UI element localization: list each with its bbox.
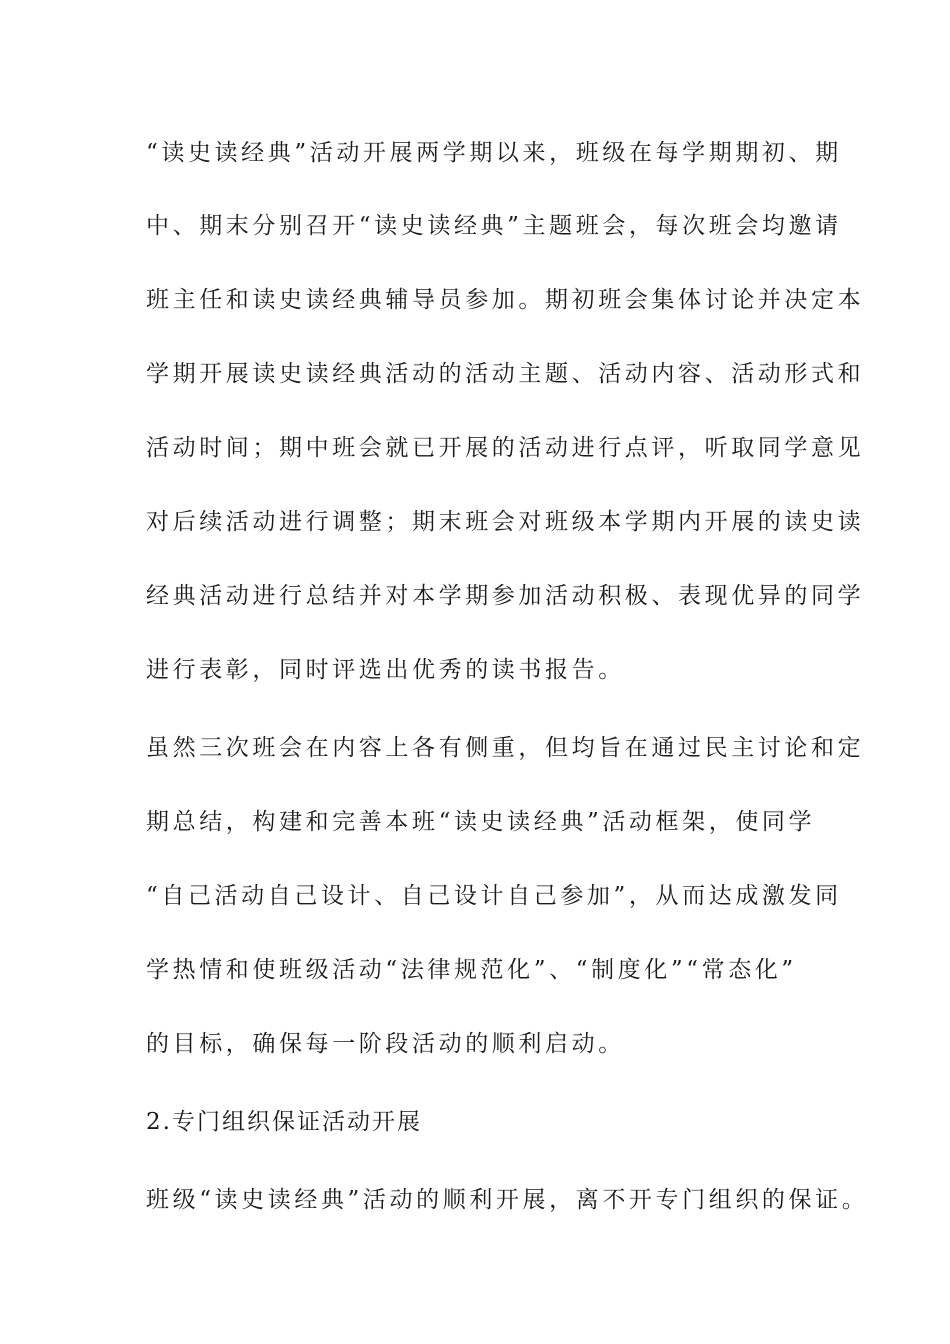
paragraph-line: 期总结，构建和完善本班“读史读经典”活动框架，使同学 bbox=[146, 809, 816, 835]
paragraph-line: 经典活动进行总结并对本学期参加活动积极、表现优异的同学 bbox=[146, 583, 865, 609]
paragraph-line: 中、期末分别召开“读史读经典”主题班会，每次班会均邀请 bbox=[146, 213, 842, 239]
paragraph-line: 班主任和读史读经典辅导员参加。期初班会集体讨论并决定本 bbox=[146, 287, 865, 313]
paragraph-line: 活动时间；期中班会就已开展的活动进行点评，听取同学意见 bbox=[146, 435, 865, 461]
section-heading: 2.专门组织保证活动开展 bbox=[146, 1109, 422, 1135]
paragraph-line: 对后续活动进行调整；期末班会对班级本学期内开展的读史读 bbox=[146, 509, 865, 535]
paragraph-line: 学热情和使班级活动“法律规范化”、“制度化”“常态化” bbox=[146, 957, 797, 983]
paragraph-line: 的目标，确保每一阶段活动的顺利启动。 bbox=[146, 1031, 625, 1057]
paragraph-line: “自己活动自己设计、自己设计自己参加”，从而达成激发同 bbox=[146, 883, 842, 909]
paragraph-line: 班级“读史读经典”活动的顺利开展，离不开专门组织的保证。 bbox=[146, 1187, 869, 1213]
paragraph-line: 虽然三次班会在内容上各有侧重，但均旨在通过民主讨论和定 bbox=[146, 735, 865, 761]
paragraph-line: “读史读经典”活动开展两学期以来，班级在每学期期初、期 bbox=[146, 140, 842, 166]
paragraph-line: 学期开展读史读经典活动的活动主题、活动内容、活动形式和 bbox=[146, 361, 865, 387]
paragraph-line: 进行表彰，同时评选出优秀的读书报告。 bbox=[146, 657, 625, 683]
